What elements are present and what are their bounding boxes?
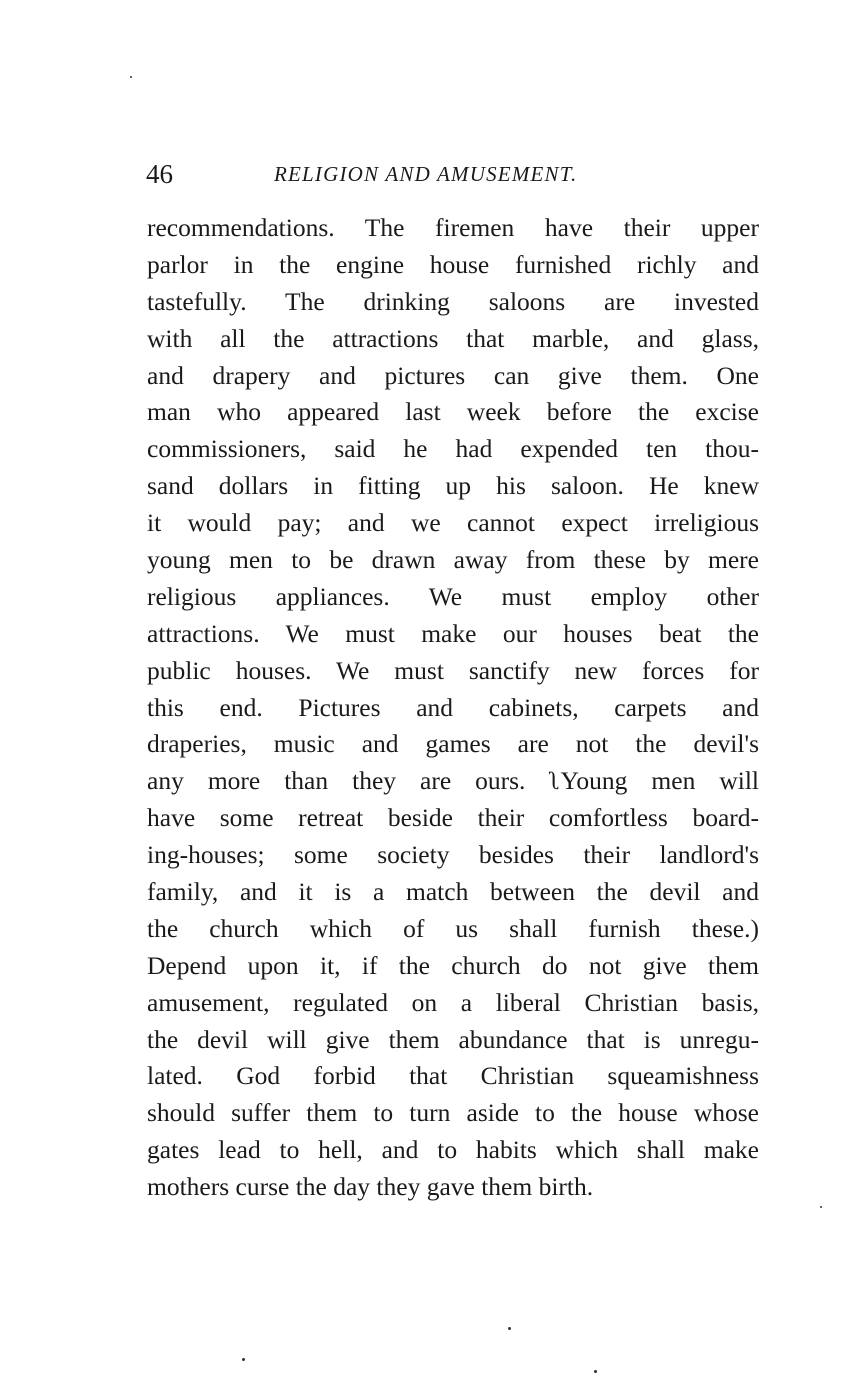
scan-speck [594,1370,597,1373]
scan-speck [508,1327,511,1330]
scan-speck [820,1206,822,1208]
text-line: amusement, regulated on a liberal Christian basis, [147,987,759,1017]
text-line: and drapery and pictures can give them. One [147,360,759,390]
text-line: any more than they are ours. ʅYoung men will [147,766,759,796]
text-line: the devil will give them abundance that is unregu- [147,1024,759,1054]
running-head [146,158,760,190]
text-line: commissioners, said he had expended ten thou- [147,434,759,464]
page-number: 46 [146,159,173,189]
text-line: draperies, music and games are not the devil's [147,729,759,759]
text-line: tastefully. The drinking saloons are invested [147,286,759,316]
text-line: Depend upon it, if the church do not give them [147,950,759,980]
text-line: religious appliances. We must employ other [147,581,759,611]
text-line: mothers curse the day they gave them birth. [147,1172,594,1202]
text-line: public houses. We must sanctify new forces for [147,655,759,685]
text-line: man who appeared last week before the excise [147,397,759,427]
text-line: the church which of us shall furnish these.) [147,913,759,943]
scan-speck [242,1358,245,1361]
text-line: it would pay; and we cannot expect irreligious [147,508,759,538]
text-line: parlor in the engine house furnished richly and [147,249,759,279]
text-line: recommendations. The firemen have their upper [147,213,759,242]
text-line: sand dollars in fitting up his saloon. He knew [147,471,759,501]
body-text [147,210,759,1206]
text-line: this end. Pictures and cabinets, carpets and [147,692,759,722]
text-line: have some retreat beside their comfortless board- [147,803,759,833]
running-title: RELIGION AND AMUSEMENT. [274,162,578,186]
text-line: young men to be drawn away from these by mere [147,545,759,575]
text-line: family, and it is a match between the devil and [147,877,759,907]
text-line: attractions. We must make our houses beat the [147,618,759,648]
text-line: gates lead to hell, and to habits which shall make [147,1135,759,1165]
text-line: ing-houses; some society besides their landlord's [147,840,759,870]
scan-speck [130,76,132,78]
text-line: with all the attractions that marble, and glass, [147,323,759,353]
text-line: lated. God forbid that Christian squeamishness [147,1061,759,1091]
text-line: should suffer them to turn aside to the house whose [147,1098,759,1128]
